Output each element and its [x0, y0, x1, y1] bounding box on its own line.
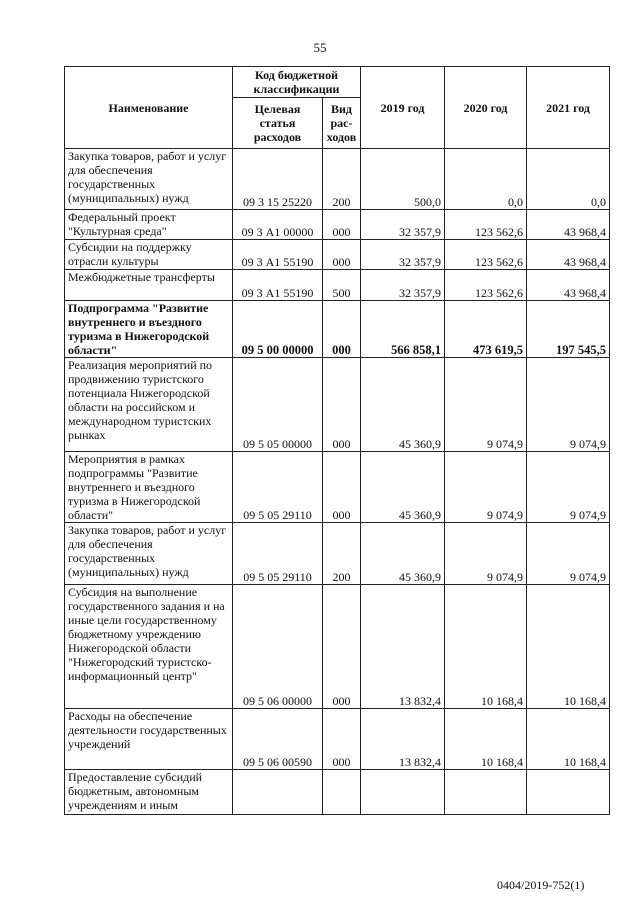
header-2021: 2021 год [527, 67, 610, 149]
row-2021-value-cell: 10 168,4 [527, 709, 610, 770]
row-2021-value-cell: 197 545,5 [527, 301, 610, 358]
row-2020-value-cell: 123 562,6 [445, 240, 527, 270]
row-2020-value-cell: 0,0 [445, 149, 527, 210]
row-2020-value-cell: 473 619,5 [445, 301, 527, 358]
row-name-cell: Мероприятия в рамках подпрограммы "Развитие внутреннего и въездного туризма в Нижегородской области" [65, 452, 233, 523]
row-name-cell: Закупка товаров, работ и услуг для обеспечения государственных (муниципальных) нужд [65, 149, 233, 210]
row-expense-kind-cell: 000 [323, 452, 361, 523]
row-expense-kind-cell: 000 [323, 240, 361, 270]
row-2021-value-cell: 0,0 [527, 149, 610, 210]
header-2020: 2020 год [445, 67, 527, 149]
row-2020-value-cell: 9 074,9 [445, 452, 527, 523]
row-expense-kind-cell: 200 [323, 523, 361, 585]
row-2019-value-cell: 566 858,1 [361, 301, 445, 358]
table-row [65, 240, 610, 270]
table-row [65, 709, 610, 770]
row-2019-value-cell: 13 832,4 [361, 585, 445, 709]
row-name-cell: Субсидия на выполнение государственного задания и на иные цели государственному бюджетному учреждению Нижегородской области "Нижегородский туристско-информационный центр" [65, 585, 233, 709]
row-expense-kind-cell: 000 [323, 585, 361, 709]
row-target-code-cell: 09 3 А1 55190 [233, 270, 323, 301]
row-2020-value-cell [445, 770, 527, 815]
row-name-cell: Федеральный проект "Культурная среда" [65, 210, 233, 240]
row-target-code-cell: 09 5 05 00000 [233, 358, 323, 452]
row-target-code-cell [233, 770, 323, 815]
row-2019-value-cell: 13 832,4 [361, 709, 445, 770]
row-target-code-cell: 09 3 А1 00000 [233, 210, 323, 240]
row-2019-value-cell: 45 360,9 [361, 523, 445, 585]
row-2019-value-cell: 45 360,9 [361, 452, 445, 523]
row-2021-value-cell: 43 968,4 [527, 240, 610, 270]
row-name-cell: Предоставление субсидий бюджетным, автономным учреждениям и иным [65, 770, 233, 815]
row-target-code-cell: 09 5 00 00000 [233, 301, 323, 358]
header-2019: 2019 год [361, 67, 445, 149]
row-2019-value-cell: 45 360,9 [361, 358, 445, 452]
table-row [65, 358, 610, 452]
row-2021-value-cell [527, 770, 610, 815]
table-row [65, 770, 610, 815]
table-row [65, 270, 610, 301]
row-expense-kind-cell: 000 [323, 709, 361, 770]
row-name-cell: Межбюджетные трансферты [65, 270, 233, 301]
row-expense-kind-cell: 000 [323, 301, 361, 358]
table-row [65, 210, 610, 240]
document-code: 0404/2019-752(1) [497, 878, 585, 892]
header-classification: Код бюджетной классификации [233, 67, 361, 98]
row-target-code-cell: 09 3 15 25220 [233, 149, 323, 210]
row-2021-value-cell: 10 168,4 [527, 585, 610, 709]
header-name: Наименование [65, 67, 233, 149]
row-2020-value-cell: 10 168,4 [445, 585, 527, 709]
table-row [65, 149, 610, 210]
row-2020-value-cell: 10 168,4 [445, 709, 527, 770]
table-row [65, 523, 610, 585]
row-2020-value-cell: 123 562,6 [445, 270, 527, 301]
table-row [65, 301, 610, 358]
row-name-cell: Подпрограмма "Развитие внутреннего и въездного туризма в Нижегородской области" [65, 301, 233, 358]
row-2021-value-cell: 43 968,4 [527, 210, 610, 240]
row-2019-value-cell [361, 770, 445, 815]
row-name-cell: Расходы на обеспечение деятельности государственных учреждений [65, 709, 233, 770]
row-target-code-cell: 09 5 06 00590 [233, 709, 323, 770]
row-2019-value-cell: 500,0 [361, 149, 445, 210]
row-name-cell: Закупка товаров, работ и услуг для обеспечения государственных (муниципальных) нужд [65, 523, 233, 585]
row-expense-kind-cell: 000 [323, 210, 361, 240]
row-2021-value-cell: 43 968,4 [527, 270, 610, 301]
table-row [65, 585, 610, 709]
row-2019-value-cell: 32 357,9 [361, 240, 445, 270]
row-target-code-cell: 09 5 06 00000 [233, 585, 323, 709]
row-expense-kind-cell: 000 [323, 358, 361, 452]
budget-table [64, 66, 610, 815]
page-number: 55 [313, 40, 327, 55]
row-name-cell: Субсидии на поддержку отрасли культуры [65, 240, 233, 270]
row-target-code-cell: 09 3 А1 55190 [233, 240, 323, 270]
row-expense-kind-cell: 500 [323, 270, 361, 301]
row-2021-value-cell: 9 074,9 [527, 452, 610, 523]
row-2019-value-cell: 32 357,9 [361, 210, 445, 240]
header-target-article: Целевая статья расходов [233, 98, 323, 149]
row-name-cell: Реализация мероприятий по продвижению туристского потенциала Нижегородской области на российском и международном туристских рынках [65, 358, 233, 452]
row-expense-kind-cell [323, 770, 361, 815]
row-2020-value-cell: 123 562,6 [445, 210, 527, 240]
row-2021-value-cell: 9 074,9 [527, 358, 610, 452]
row-2019-value-cell: 32 357,9 [361, 270, 445, 301]
row-expense-kind-cell: 200 [323, 149, 361, 210]
row-target-code-cell: 09 5 05 29110 [233, 452, 323, 523]
row-target-code-cell: 09 5 05 29110 [233, 523, 323, 585]
row-2020-value-cell: 9 074,9 [445, 523, 527, 585]
row-2020-value-cell: 9 074,9 [445, 358, 527, 452]
row-2021-value-cell: 9 074,9 [527, 523, 610, 585]
header-expense-kind: Вид рас-ходов [323, 98, 361, 149]
table-row [65, 452, 610, 523]
